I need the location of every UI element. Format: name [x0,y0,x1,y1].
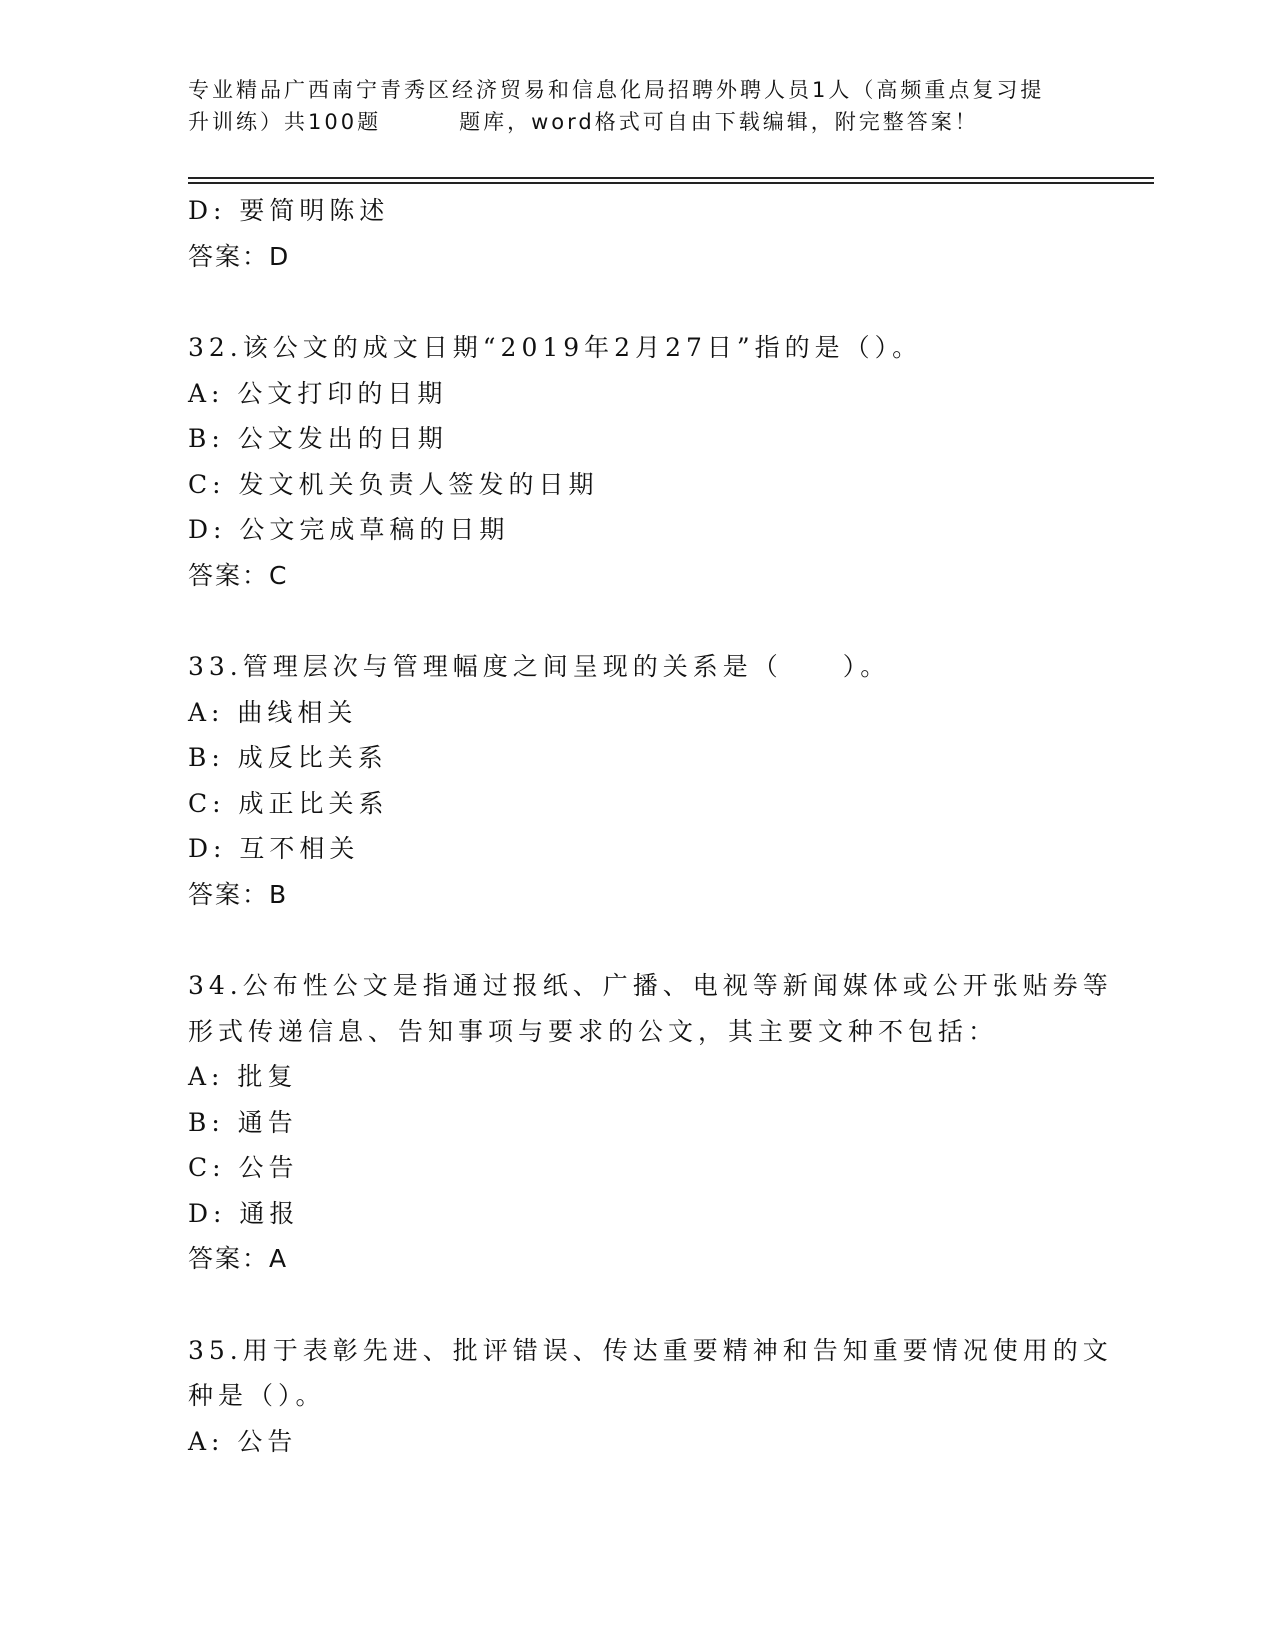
question-stem-continued: 种是（）。 [188,1381,326,1410]
document-body [188,188,1113,1464]
question-option: C: 公告 [188,1153,299,1182]
question-stem-continued: 形式传递信息、告知事项与要求的公文，其主要文种不包括： [188,1016,999,1046]
question-answer: 答案：B [188,879,289,909]
spacer [188,917,1088,963]
question-34 [188,963,1113,1282]
question-option: A: 批复 [188,1062,298,1091]
header-title-line-2 [188,106,1088,138]
question-option: B: 成反比关系 [188,743,388,772]
question-32 [188,325,1088,598]
question-option: C: 发文机关负责人签发的日期 [188,469,599,499]
question-stem: 32.该公文的成文日期“2019年2月27日”指的是（）。 [188,333,923,362]
header-title-line-1: 专业精品广西南宁青秀区经济贸易和信息化局招聘外聘人员1人（高频重点复习提 [188,78,1045,102]
question-option: B: 公文发出的日期 [188,424,448,453]
question-option: A: 公告 [188,1426,298,1456]
question-31-tail [188,188,1088,279]
header-divider-top [188,177,1154,179]
spacer [188,598,1088,644]
question-option: D: 通报 [188,1198,300,1228]
document-header [188,74,1088,138]
spacer [188,279,1088,325]
question-stem: 34.公布性公文是指通过报纸、广播、电视等新闻媒体或公开张贴券等 [188,971,1113,1000]
question-stem: 33.管理层次与管理幅度之间呈现的关系是（ ）。 [188,652,891,681]
question-stem: 35.用于表彰先进、批评错误、传达重要精神和告知重要情况使用的文 [188,1335,1113,1365]
question-option: D: 公文完成草稿的日期 [188,515,510,544]
header-title-part-2: 题库，word格式可自由下载编辑，附完整答案！ [459,110,979,134]
question-option: D: 互不相关 [188,834,360,863]
header-divider-bottom [188,182,1154,184]
question-33 [188,644,1088,917]
header-title-part-1: 升训练）共100题 [188,110,382,134]
question-answer: 答案：C [188,560,289,590]
question-option: A: 公文打印的日期 [188,378,448,408]
question-answer: 答案：D [188,241,291,271]
question-option: D: 要简明陈述 [188,196,390,225]
question-answer: 答案：A [188,1244,289,1273]
question-option: B: 通告 [188,1107,298,1137]
question-option: C: 成正比关系 [188,788,389,818]
spacer [188,1282,1088,1328]
question-option: A: 曲线相关 [188,697,358,727]
question-35 [188,1328,1113,1465]
